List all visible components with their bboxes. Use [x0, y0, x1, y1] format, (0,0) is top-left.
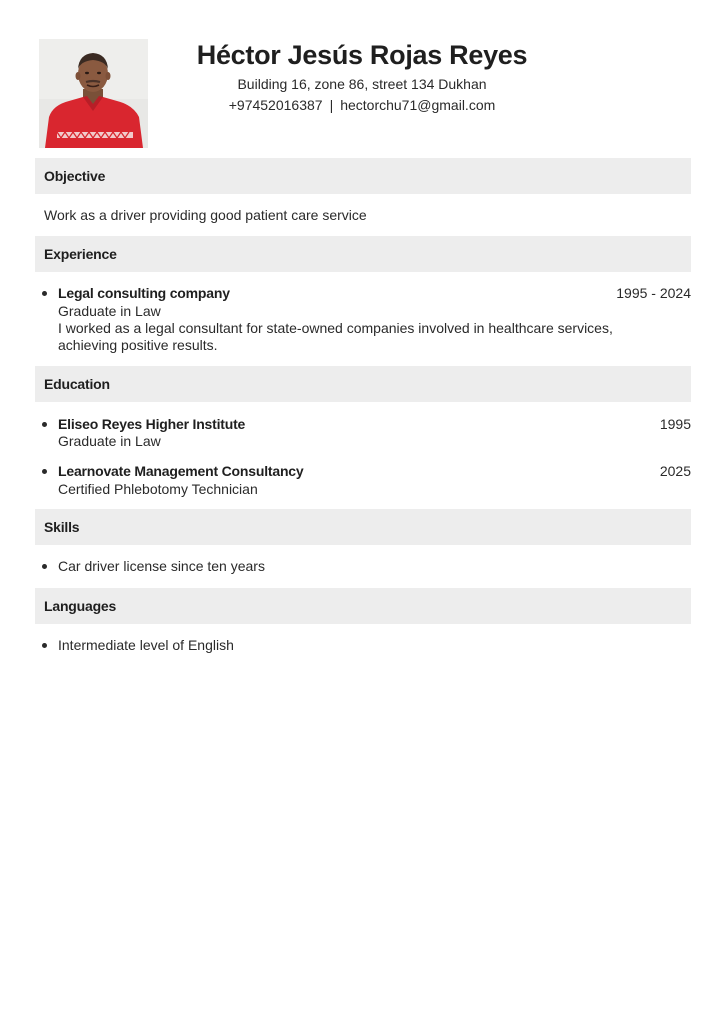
- section-education-title: Education: [44, 376, 110, 392]
- experience-title: Legal consulting company: [58, 285, 230, 301]
- education-subtitle: Graduate in Law: [58, 433, 161, 449]
- education-title: Learnovate Management Consultancy: [58, 463, 304, 479]
- contact-separator: |: [329, 97, 334, 113]
- section-objective-title: Objective: [44, 168, 106, 184]
- bullet-icon: [42, 422, 47, 427]
- phone-number: +97452016387: [228, 97, 323, 113]
- education-date: 2025: [659, 463, 691, 479]
- objective-text: Work as a driver providing good patient care service: [44, 207, 367, 223]
- section-experience-header: [35, 236, 691, 272]
- profile-photo: [39, 39, 148, 148]
- education-title: Eliseo Reyes Higher Institute: [58, 416, 246, 432]
- contact-line: [162, 97, 562, 113]
- section-languages-header: [35, 588, 691, 624]
- section-education-header: [35, 366, 691, 402]
- bullet-icon: [42, 564, 47, 569]
- language-text: Intermediate level of English: [58, 637, 234, 653]
- candidate-address: Building 16, zone 86, street 134 Dukhan: [237, 76, 487, 92]
- bullet-icon: [42, 291, 47, 296]
- bullet-icon: [42, 469, 47, 474]
- experience-subtitle: Graduate in Law: [58, 303, 161, 319]
- section-objective-header: [35, 158, 691, 194]
- experience-date: 1995 - 2024: [616, 285, 691, 301]
- bullet-icon: [42, 643, 47, 648]
- education-subtitle: Certified Phlebotomy Technician: [58, 481, 258, 497]
- experience-description-line: achieving positive results.: [58, 337, 218, 353]
- resume-header: [0, 0, 724, 150]
- profile-photo-image: [39, 39, 148, 148]
- skill-text: Car driver license since ten years: [58, 558, 265, 574]
- email-address: hectorchu71@gmail.com: [340, 97, 496, 113]
- section-skills-title: Skills: [44, 519, 80, 535]
- section-experience-title: Experience: [44, 246, 117, 262]
- education-date: 1995: [659, 416, 691, 432]
- section-languages-title: Languages: [44, 598, 117, 614]
- section-skills-header: [35, 509, 691, 545]
- candidate-name: Héctor Jesús Rojas Reyes: [196, 40, 528, 70]
- experience-description-line: I worked as a legal consultant for state-owned companies involved in healthcare services,: [58, 320, 613, 336]
